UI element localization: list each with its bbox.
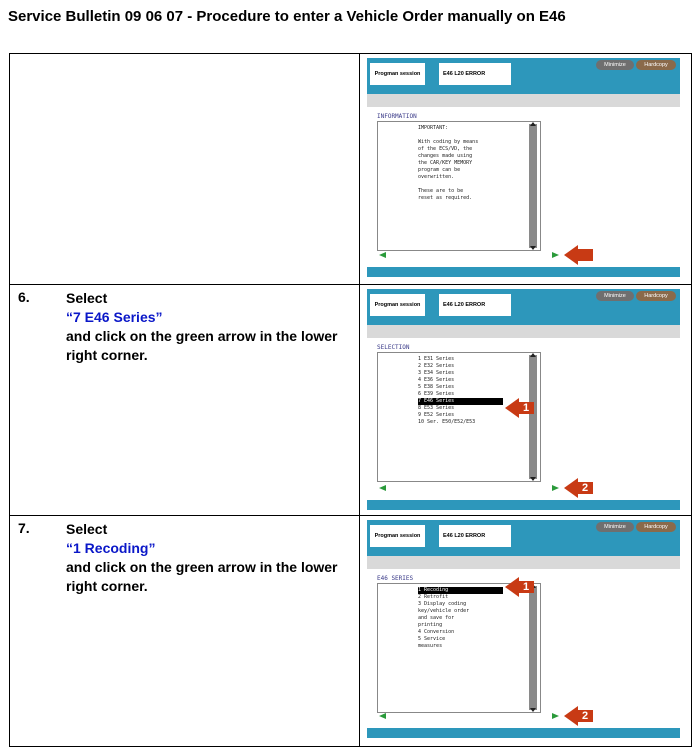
list-item[interactable]: 2 E32 Series <box>418 363 455 369</box>
scrollbar[interactable] <box>529 586 537 710</box>
step-select: Select <box>66 521 108 537</box>
session-label: Progman session <box>370 525 425 547</box>
minimize-button[interactable]: Minimize <box>596 522 634 532</box>
hardcopy-button[interactable]: Hardcopy <box>636 522 676 532</box>
section-heading: INFORMATION <box>377 113 417 120</box>
minimize-button[interactable]: Minimize <box>596 60 634 70</box>
error-label: E46 L20 ERROR <box>439 525 511 547</box>
procedure-table <box>9 53 692 747</box>
callout-arrow-icon: 1 <box>505 577 535 597</box>
session-label: Progman session <box>370 63 425 85</box>
forward-arrow-icon[interactable] <box>552 485 559 491</box>
step-number: 6. <box>18 289 30 305</box>
selection-list <box>377 583 541 713</box>
callout-arrow-icon: 2 <box>564 706 594 726</box>
list-item-selected[interactable]: 1 Recoding <box>418 587 503 594</box>
callout-arrow-icon: 2 <box>564 478 594 498</box>
list-item[interactable]: 6 E39 Series <box>418 391 455 397</box>
section-heading: E46 SERIES <box>377 575 414 582</box>
list-item[interactable]: printing <box>418 622 443 628</box>
list-item[interactable]: 3 Display coding <box>418 601 467 607</box>
list-item-selected[interactable]: 7 E46 Series <box>418 398 503 405</box>
step-highlight: “1 Recoding” <box>66 540 156 556</box>
step-rest: and click on the green arrow in the lower right corner. <box>66 559 338 594</box>
list-item[interactable]: 10 Ser. E50/E52/E53 <box>418 419 476 425</box>
step-select: Select <box>66 290 108 306</box>
list-item[interactable]: measures <box>418 643 443 649</box>
forward-arrow-icon[interactable] <box>552 713 559 719</box>
list-item[interactable]: and save for <box>418 615 455 621</box>
info-text: IMPORTANT: With coding by means of the ECS/VD, the changes made using the CAR/KEY MEMORY program can be overwritten. These are to be reset as required. <box>418 125 479 201</box>
scrollbar[interactable] <box>529 124 537 248</box>
table-row <box>10 285 691 516</box>
section-heading: SELECTION <box>377 344 410 351</box>
minimize-button[interactable]: Minimize <box>596 291 634 301</box>
error-label: E46 L20 ERROR <box>439 63 511 85</box>
info-panel <box>377 121 541 251</box>
session-label: Progman session <box>370 294 425 316</box>
step-highlight: “7 E46 Series” <box>66 309 163 325</box>
red-arrow-icon <box>564 245 594 265</box>
error-label: E46 L20 ERROR <box>439 294 511 316</box>
callout-arrow-icon: 1 <box>505 398 535 418</box>
step-instruction <box>66 520 346 596</box>
step-rest: and click on the green arrow in the lower right corner. <box>66 328 338 363</box>
screenshot-selection <box>367 289 680 511</box>
page-title: Service Bulletin 09 06 07 - Procedure to enter a Vehicle Order manually on E46 <box>8 8 566 25</box>
back-arrow-icon[interactable] <box>379 252 386 258</box>
screenshot-information <box>367 58 680 280</box>
table-row <box>10 54 691 285</box>
list-item[interactable]: 8 E53 Series <box>418 405 455 411</box>
table-row <box>10 516 691 746</box>
forward-arrow-icon[interactable] <box>552 252 559 258</box>
back-arrow-icon[interactable] <box>379 713 386 719</box>
back-arrow-icon[interactable] <box>379 485 386 491</box>
list-item[interactable]: 3 E34 Series <box>418 370 455 376</box>
list-item[interactable]: key/vehicle order <box>418 608 470 614</box>
step-number: 7. <box>18 520 30 536</box>
list-item[interactable]: 5 E38 Series <box>418 384 455 390</box>
list-item[interactable]: 5 Service <box>418 636 446 642</box>
hardcopy-button[interactable]: Hardcopy <box>636 291 676 301</box>
list-item[interactable]: 2 Retrofit <box>418 594 449 600</box>
list-item[interactable]: 1 E31 Series <box>418 356 455 362</box>
screenshot-e46-series <box>367 520 680 742</box>
list-item[interactable]: 4 E36 Series <box>418 377 455 383</box>
list-item[interactable]: 4 Conversion <box>418 629 455 635</box>
hardcopy-button[interactable]: Hardcopy <box>636 60 676 70</box>
list-item[interactable]: 9 E52 Series <box>418 412 455 418</box>
step-instruction <box>66 289 346 365</box>
